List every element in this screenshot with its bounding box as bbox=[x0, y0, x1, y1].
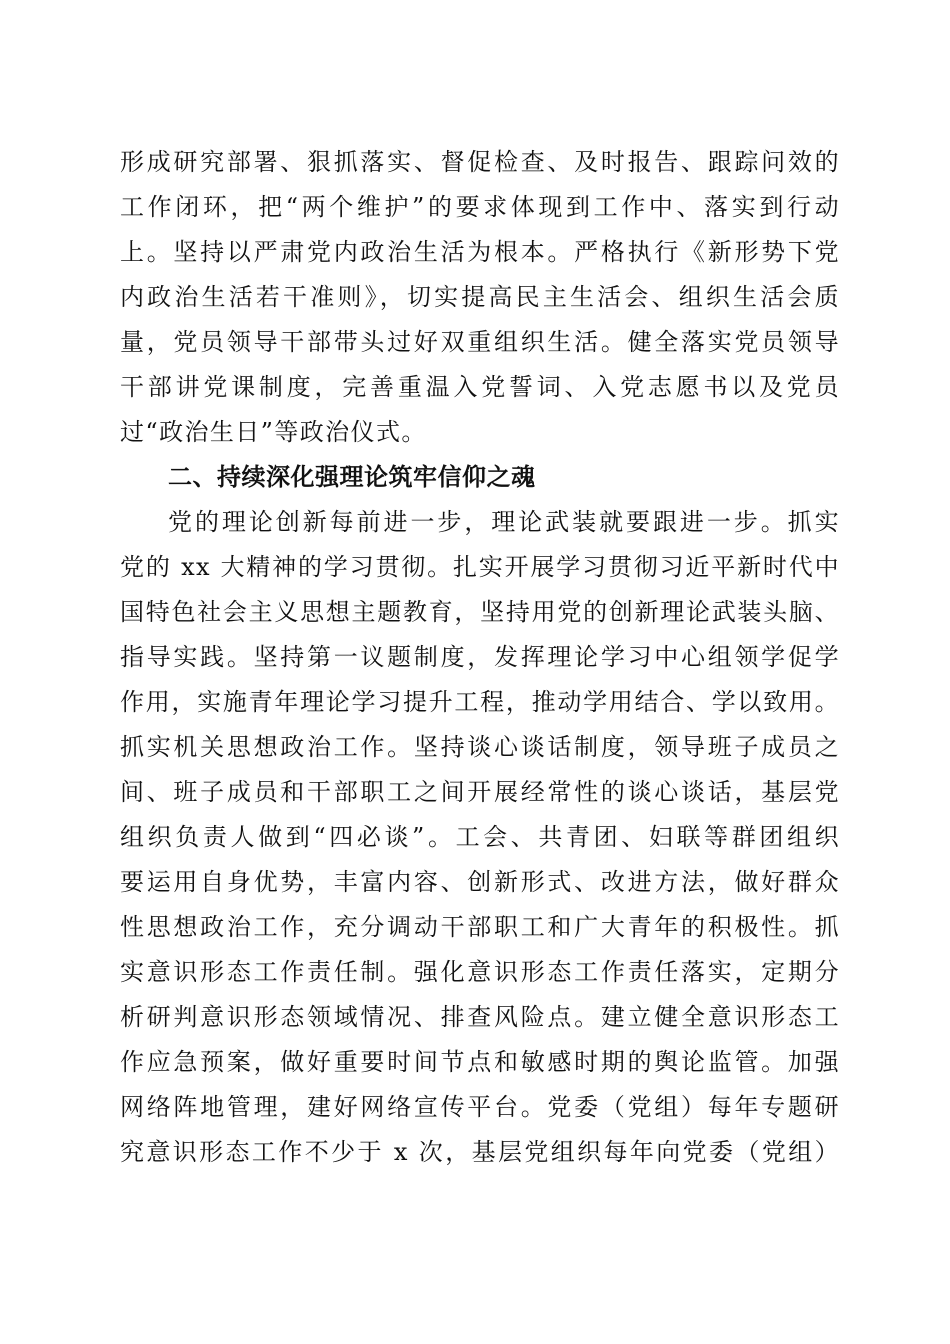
paragraph-line: 指导实践。坚持第一议题制度，发挥理论学习中心组领学促学 bbox=[120, 643, 840, 671]
paragraph-line: 间、班子成员和干部职工之间开展经常性的谈心谈话，基层党 bbox=[120, 778, 840, 806]
paragraph-line: 内政治生活若干准则》，切实提高民主生活会、组织生活会质 bbox=[120, 283, 840, 311]
paragraph-line: 形成研究部署、狠抓落实、督促检查、及时报告、跟踪问效的 bbox=[120, 148, 840, 176]
paragraph-line: 干部讲党课制度，完善重温入党誓词、入党志愿书以及党员 bbox=[120, 373, 840, 401]
paragraph-line: 党的理论创新每前进一步，理论武装就要跟进一步。抓实 bbox=[168, 508, 840, 536]
paragraph-line: 作应急预案，做好重要时间节点和敏感时期的舆论监管。加强 bbox=[120, 1048, 840, 1076]
paragraph-line: 工作闭环，把“两个维护”的要求体现到工作中、落实到行动 bbox=[120, 193, 840, 221]
paragraph-line: 析研判意识形态领域情况、排查风险点。建立健全意识形态工 bbox=[120, 1003, 840, 1031]
section-heading: 二、持续深化强理论筑牢信仰之魂 bbox=[168, 463, 536, 491]
paragraph-line: 党的 xx 大精神的学习贯彻。扎实开展学习贯彻习近平新时代中 bbox=[120, 553, 840, 581]
paragraph-line: 抓实机关思想政治工作。坚持谈心谈话制度，领导班子成员之 bbox=[120, 733, 840, 761]
paragraph-line: 作用，实施青年理论学习提升工程，推动学用结合、学以致用。 bbox=[120, 688, 840, 716]
paragraph-line: 网络阵地管理，建好网络宣传平台。党委（党组）每年专题研 bbox=[120, 1093, 840, 1121]
paragraph-line: 要运用自身优势，丰富内容、创新形式、改进方法，做好群众 bbox=[120, 868, 840, 896]
paragraph-line: 究意识形态工作不少于 x 次，基层党组织每年向党委（党组） bbox=[120, 1138, 840, 1166]
paragraph-line: 组织负责人做到“四必谈”。工会、共青团、妇联等群团组织 bbox=[120, 823, 840, 851]
paragraph-line: 量，党员领导干部带头过好双重组织生活。健全落实党员领导 bbox=[120, 328, 840, 356]
paragraph-line: 实意识形态工作责任制。强化意识形态工作责任落实，定期分 bbox=[120, 958, 840, 986]
paragraph-line: 上。坚持以严肃党内政治生活为根本。严格执行《新形势下党 bbox=[120, 238, 840, 266]
paragraph-line: 过“政治生日”等政治仪式。 bbox=[120, 418, 427, 446]
paragraph-line: 性思想政治工作，充分调动干部职工和广大青年的积极性。抓 bbox=[120, 913, 840, 941]
paragraph-line: 国特色社会主义思想主题教育，坚持用党的创新理论武装头脑、 bbox=[120, 598, 840, 626]
